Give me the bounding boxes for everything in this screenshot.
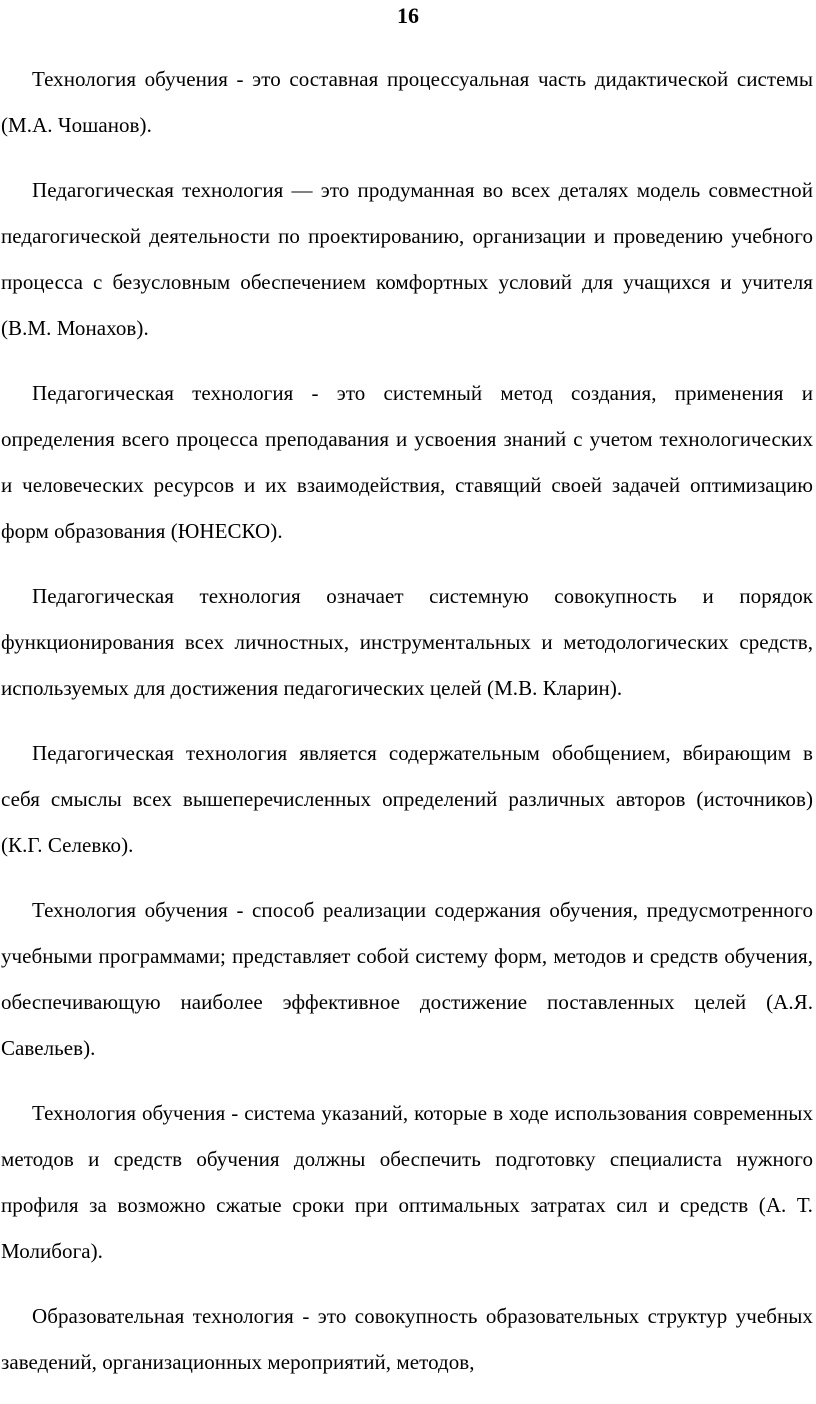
paragraph-educational-technology: Образовательная технология - это совокупность образовательных структур учебных заведений, организационных мероприятий, методов, — [1, 1304, 813, 1374]
paragraph-moliboga: Технология обучения - система указаний, которые в ходе использования современных методов и средств обучения должны обеспечить подготовку специалиста нужного профиля за возможно сжатые сроки при оптимальных затратах сил и средств (А. Т. Молибога). — [1, 1101, 813, 1263]
paragraph-monakhov: Педагогическая технология — это продуманная во всех деталях модель совместной педагогической деятельности по проектированию, организации и проведению учебного процесса с безусловным обеспечением комфортных условий для учащихся и учителя (В.М. Монахов). — [1, 178, 813, 340]
document-body — [1, 56, 813, 1404]
paragraph-chosanov: Технология обучения - это составная процессуальная часть дидактической системы (М.А. Чошанов). — [1, 67, 813, 137]
paragraph-unesco: Педагогическая технология - это системный метод создания, применения и определения всего процесса преподавания и усвоения знаний с учетом технологических и человеческих ресурсов и их взаимодействия, ставящий своей задачей оптимизацию форм образования (ЮНЕСКО). — [1, 381, 813, 543]
paragraph-klarin: Педагогическая технология означает системную совокупность и порядок функционирования всех личностных, инструментальных и методологических средств, используемых для достижения педагогических целей (М.В. Кларин). — [1, 584, 813, 700]
page-number: 16 — [397, 3, 419, 28]
paragraph-saveliev: Технология обучения - способ реализации содержания обучения, предусмотренного учебными программами; представляет собой систему форм, методов и средств обучения, обеспечивающую наиболее эффективное достижение поставленных целей (А.Я. Савельев). — [1, 898, 813, 1060]
paragraph-selevko: Педагогическая технология является содержательным обобщением, вбирающим в себя смыслы всех вышеперечисленных определений различных авторов (источников) (К.Г. Селевко). — [1, 741, 813, 857]
